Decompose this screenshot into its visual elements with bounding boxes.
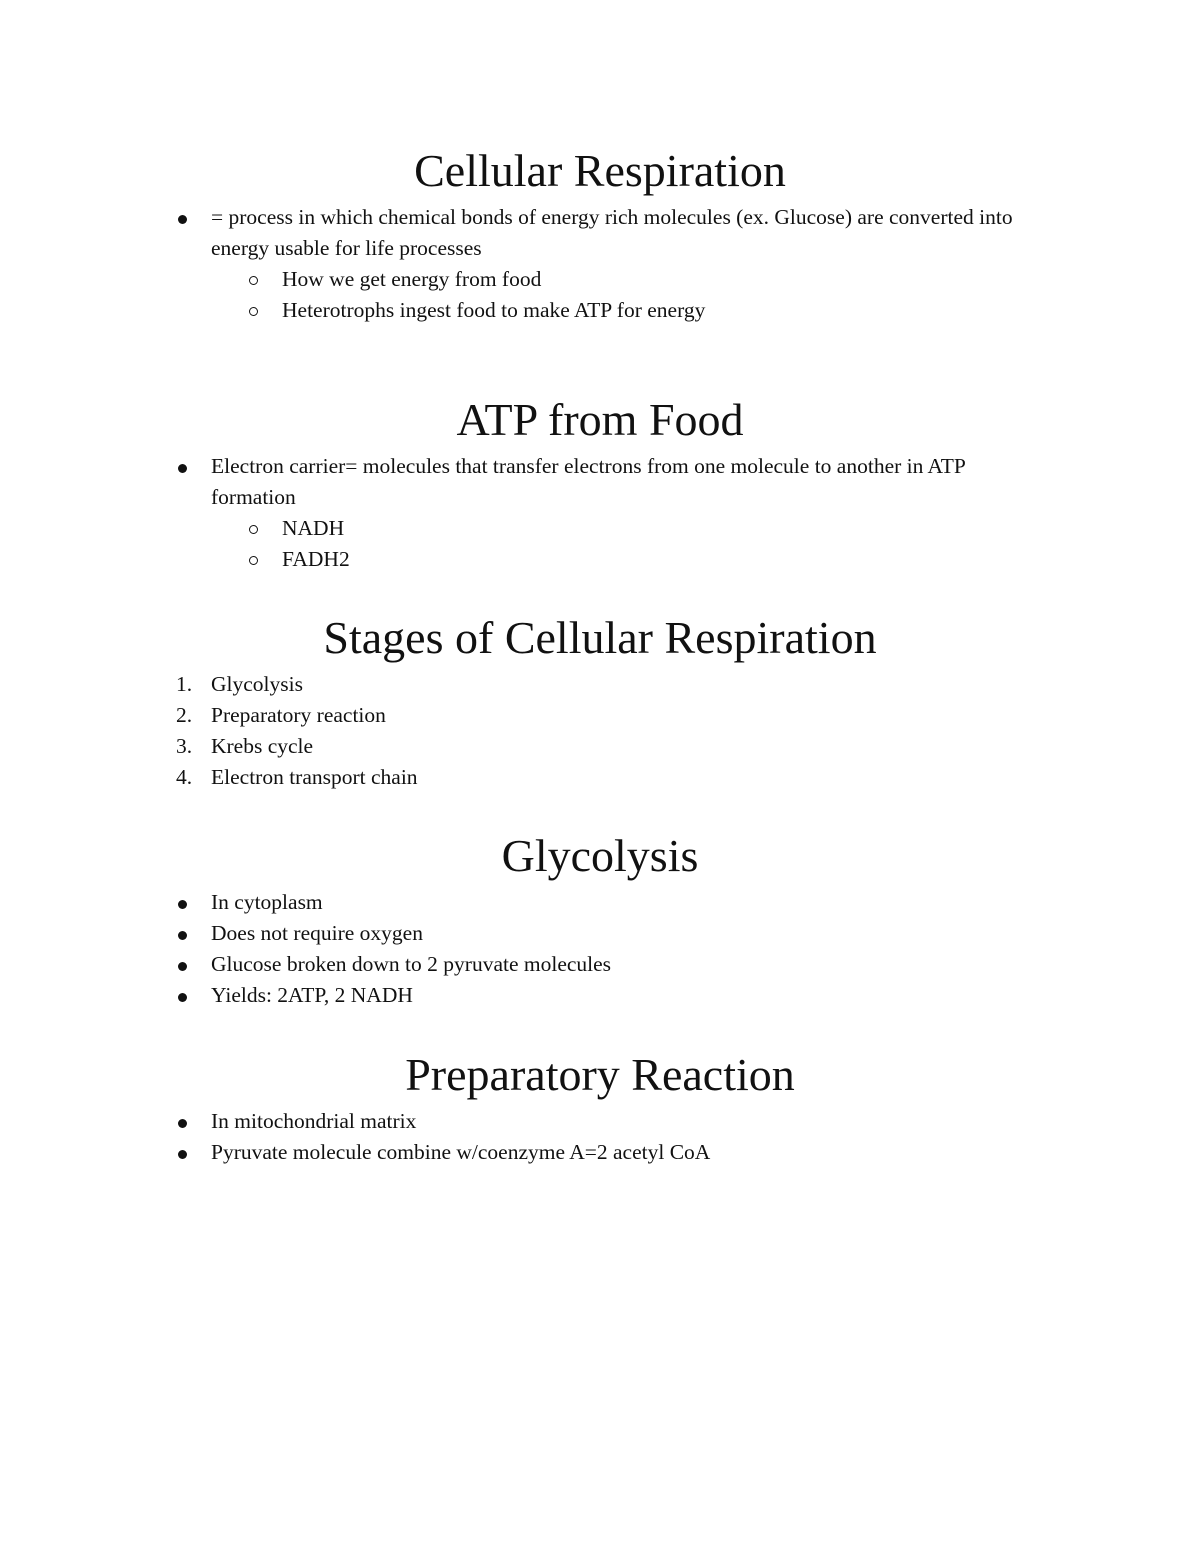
list-item <box>0 451 1200 513</box>
list-subitem <box>0 264 1200 295</box>
section-atp-from-food <box>0 392 1200 575</box>
list-subitem <box>0 513 1200 544</box>
section-preparatory-reaction <box>0 1047 1200 1168</box>
section-cellular-respiration <box>0 143 1200 326</box>
list-item-text: Electron carrier= molecules that transfer electrons from one molecule to another in ATP formation <box>211 454 965 509</box>
bullet-icon <box>178 962 187 971</box>
list-item <box>0 980 1200 1011</box>
list-subitem-text: FADH2 <box>282 547 350 571</box>
section-heading: Glycolysis <box>501 830 699 881</box>
list-item-text: Krebs cycle <box>211 734 314 758</box>
list-item <box>0 887 1200 918</box>
list-item-text: Glucose broken down to 2 pyruvate molecules <box>211 952 612 976</box>
list-subitem-text: NADH <box>282 516 345 540</box>
list-item-text: Electron transport chain <box>211 765 418 789</box>
list-item-text: Pyruvate molecule combine w/coenzyme A=2 acetyl CoA <box>211 1140 711 1164</box>
list-item-text: Yields: 2ATP, 2 NADH <box>211 983 413 1007</box>
list-subitem <box>0 544 1200 575</box>
bullet-icon <box>178 900 187 909</box>
list-item-text: In cytoplasm <box>211 890 323 914</box>
bullet-list <box>0 202 1200 326</box>
bullet-icon <box>178 1150 187 1159</box>
list-item <box>0 918 1200 949</box>
list-item <box>0 949 1200 980</box>
list-number: 2. <box>176 703 193 727</box>
section-stages <box>0 610 1200 793</box>
list-item-text: Does not require oxygen <box>211 921 423 945</box>
list-item <box>0 762 1200 793</box>
list-item-text: = process in which chemical bonds of energy rich molecules (ex. Glucose) are converted into energy usable for life processes <box>211 205 1013 260</box>
list-item-text: Preparatory reaction <box>211 703 386 727</box>
list-number: 4. <box>176 765 193 789</box>
circle-bullet-icon <box>249 525 258 534</box>
list-number: 3. <box>176 734 193 758</box>
numbered-list <box>0 669 1200 793</box>
section-glycolysis <box>0 828 1200 1011</box>
circle-bullet-icon <box>249 307 258 316</box>
list-item <box>0 202 1200 264</box>
section-heading: Cellular Respiration <box>414 145 786 196</box>
bullet-icon <box>178 993 187 1002</box>
list-item-text: Glycolysis <box>211 672 303 696</box>
list-item <box>0 1106 1200 1137</box>
list-item <box>0 1137 1200 1168</box>
list-item-text: In mitochondrial matrix <box>211 1109 417 1133</box>
list-subitem-text: Heterotrophs ingest food to make ATP for energy <box>282 298 706 322</box>
bullet-list <box>0 887 1200 1011</box>
list-item <box>0 669 1200 700</box>
list-subitem-text: How we get energy from food <box>282 267 542 291</box>
list-number: 1. <box>176 672 193 696</box>
section-heading: Preparatory Reaction <box>405 1049 795 1100</box>
list-item <box>0 700 1200 731</box>
section-heading: ATP from Food <box>456 394 744 445</box>
bullet-list <box>0 451 1200 575</box>
circle-bullet-icon <box>249 276 258 285</box>
bullet-icon <box>178 931 187 940</box>
bullet-icon <box>178 464 187 473</box>
bullet-icon <box>178 215 187 224</box>
bullet-list <box>0 1106 1200 1168</box>
list-item <box>0 731 1200 762</box>
bullet-icon <box>178 1119 187 1128</box>
section-heading: Stages of Cellular Respiration <box>323 612 877 663</box>
list-subitem <box>0 295 1200 326</box>
circle-bullet-icon <box>249 556 258 565</box>
